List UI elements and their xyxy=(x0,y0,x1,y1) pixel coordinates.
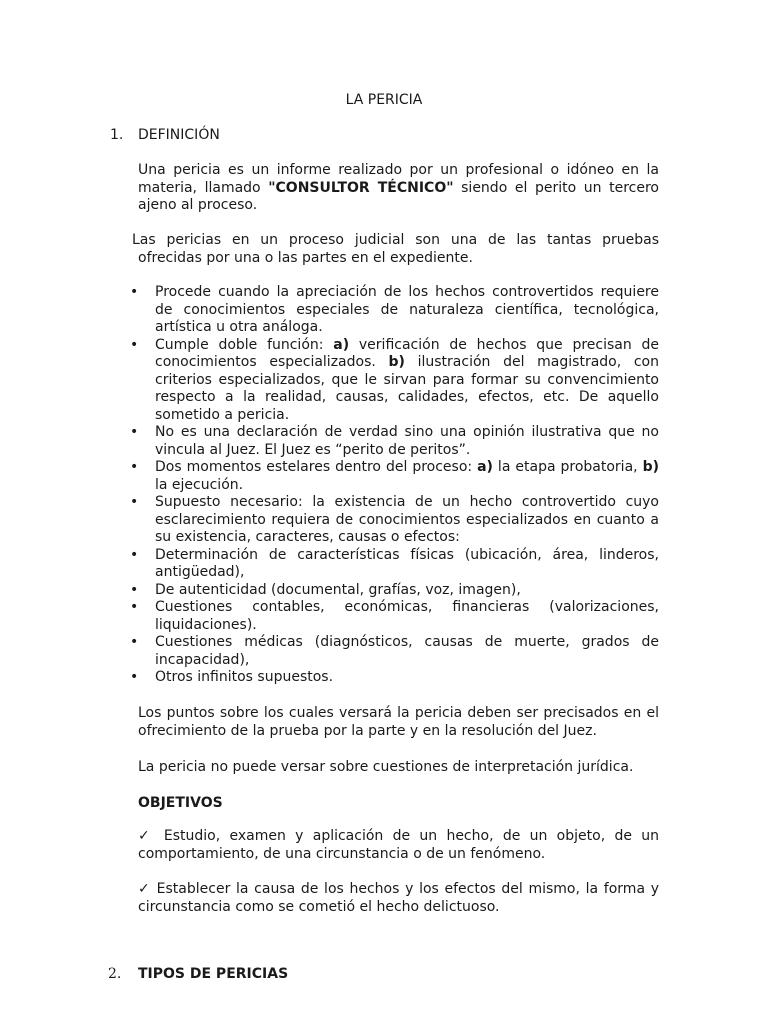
list-item: • Procede cuando la apreciación de los hechos controvertidos requiere de conocimientos especiales de naturaleza científica, tecnológica, artística u otra análoga. xyxy=(130,284,659,335)
objetivos-heading: OBJETIVOS xyxy=(138,795,223,811)
interpretacion-paragraph: La pericia no puede versar sobre cuestiones de interpretación jurídica. xyxy=(138,759,634,775)
list-item: • De autenticidad (documental, grafías, voz, imagen), xyxy=(130,581,521,598)
bullet-icon: • xyxy=(130,546,139,563)
document-title: LA PERICIA xyxy=(345,92,423,108)
list-item: • Cumple doble función: a) verificación de hechos que precisan de conocimientos especializados. b) ilustración del magistrado, con criterios especializados, que le sirvan para formar su convencimiento respecto a la realidad, causas, calidades, efectos, etc. De aquello sometido a pericia. xyxy=(130,336,659,423)
section-2-title: TIPOS DE PERICIAS xyxy=(138,966,289,982)
bullet-icon: • xyxy=(130,581,139,598)
section-1-heading xyxy=(110,127,220,145)
bullet-icon: • xyxy=(130,459,139,475)
section-1-title: DEFINICIÓN xyxy=(138,127,220,143)
bullet-icon: • xyxy=(130,336,139,353)
list-item: • Supuesto necesario: la existencia de un hecho controvertido cuyo esclarecimiento requiera de conocimientos especializados en cuanto a su existencia, caracteres, causas o efectos: xyxy=(130,494,659,545)
list-item: • Dos momentos estelares dentro del proceso: a) la etapa probatoria, b) la ejecución. xyxy=(130,459,660,493)
characteristics-list xyxy=(130,284,659,687)
bullet-icon: • xyxy=(130,634,139,650)
bullet-icon: • xyxy=(130,494,139,510)
definition-text-2: siendo el perito un tercero ajeno al proceso. xyxy=(138,179,659,213)
puntos-paragraph: Los puntos sobre los cuales versará la pericia deben ser precisados en el ofrecimiento de la prueba por la parte y en la resolución del Juez. xyxy=(138,705,659,739)
section-2-number: 2. xyxy=(108,966,122,982)
bullet-icon: • xyxy=(130,284,139,300)
list-item: • Otros infinitos supuestos. xyxy=(130,669,334,685)
bullet-icon: • xyxy=(130,669,139,685)
consultor-tecnico-term: "CONSULTOR TÉCNICO" xyxy=(268,179,454,196)
section-2-heading xyxy=(108,966,288,984)
objetivo-item: ✓ Estudio, examen y aplicación de un hecho, de un objeto, de un comportamiento, de una circunstancia o de un fenómeno. xyxy=(138,828,659,862)
pericias-line-2: ofrecidas por una o las partes en el expediente. xyxy=(138,249,473,266)
definition-paragraph xyxy=(138,162,659,215)
section-1-number: 1. xyxy=(110,127,124,143)
list-item: • Determinación de características físicas (ubicación, área, linderos, antigüedad), xyxy=(130,546,659,580)
bullet-icon: • xyxy=(130,599,139,615)
pericias-paragraph xyxy=(132,232,659,267)
list-item: • Cuestiones médicas (diagnósticos, causas de muerte, grados de incapacidad), xyxy=(130,634,659,668)
definition-text-1: Una pericia es un informe realizado por un profesional o idóneo en la materia, llamado xyxy=(138,162,659,196)
objetivo-item: ✓ Establecer la causa de los hechos y los efectos del mismo, la forma y circunstancia como se cometió el hecho delictuoso. xyxy=(138,881,659,915)
bullet-icon: • xyxy=(130,424,139,440)
pericias-line-1: Las pericias en un proceso judicial son una de las tantas pruebas xyxy=(132,232,659,248)
list-item: • No es una declaración de verdad sino una opinión ilustrativa que no vincula al Juez. El Juez es “perito de peritos”. xyxy=(130,424,659,458)
list-item: • Cuestiones contables, económicas, financieras (valorizaciones, liquidaciones). xyxy=(130,599,659,633)
